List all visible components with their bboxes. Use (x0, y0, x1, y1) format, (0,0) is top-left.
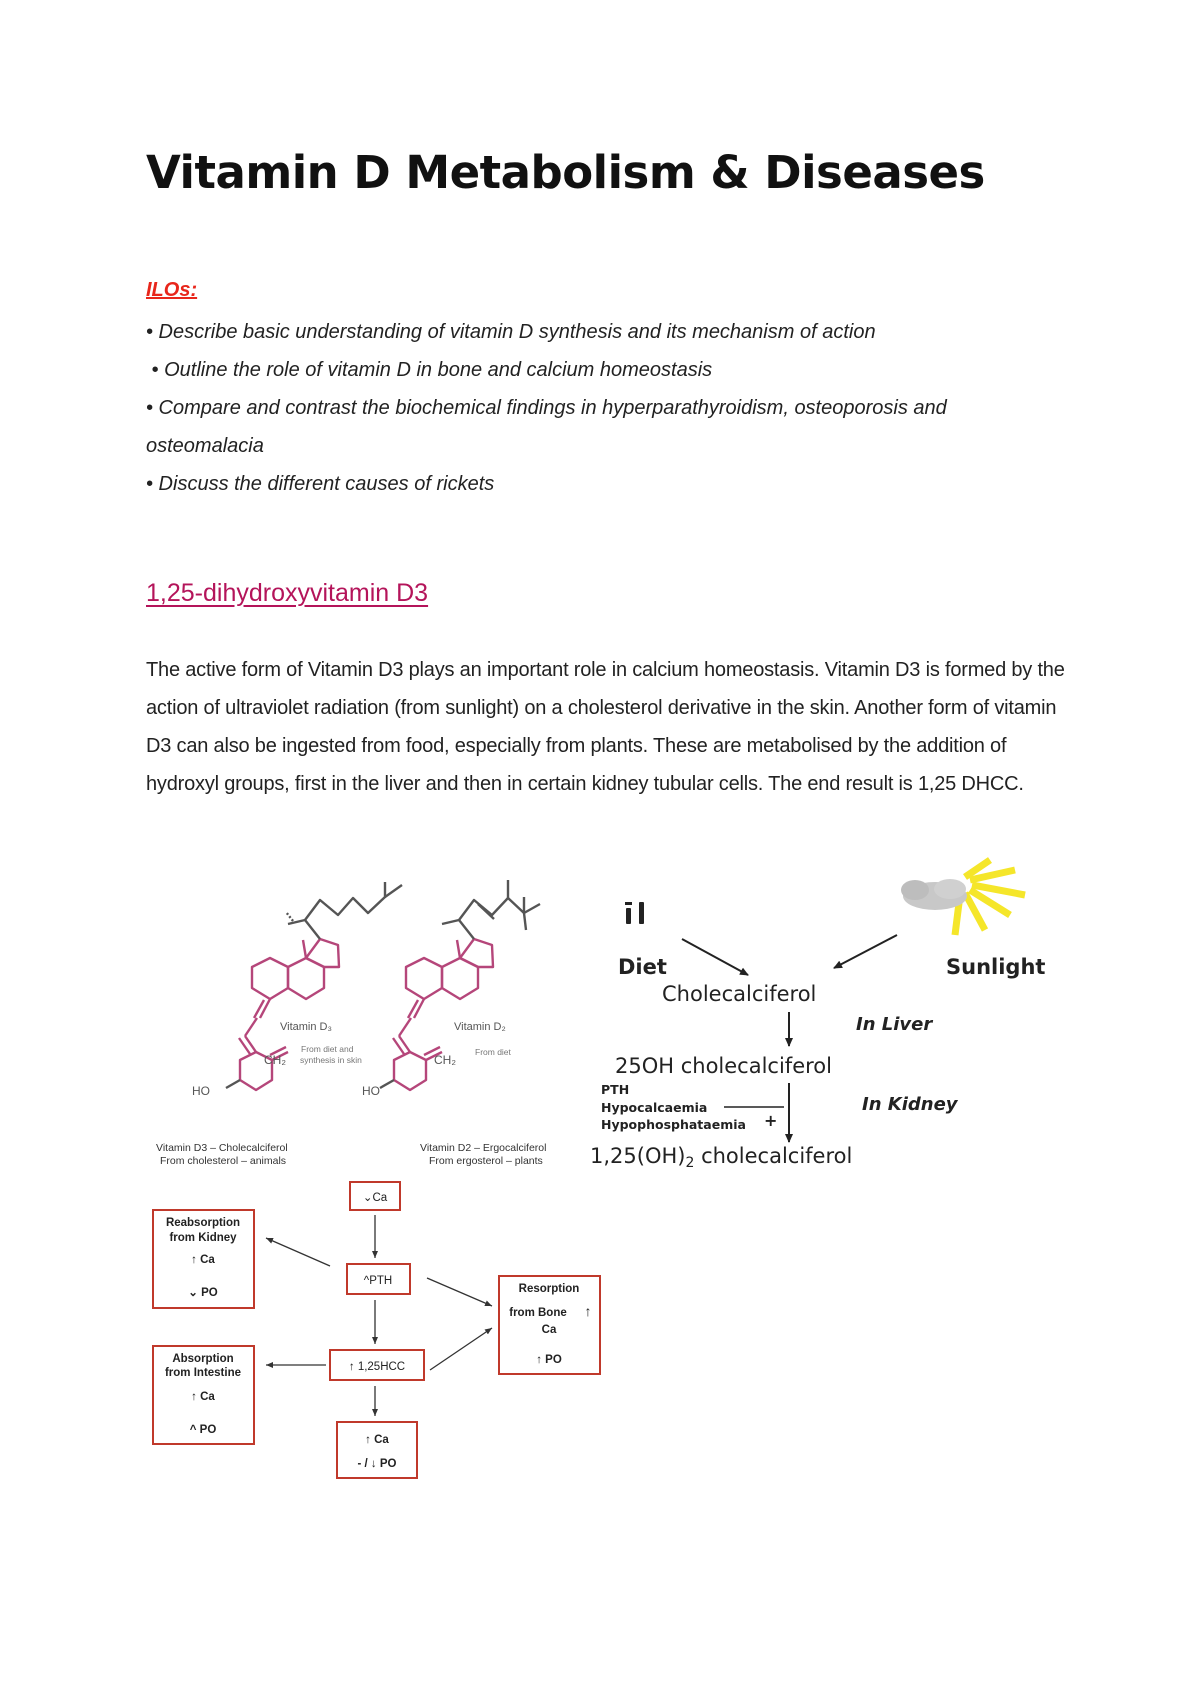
bone-box-ca: Ca (541, 1324, 557, 1336)
flow-1-25hcc: ↑ 1,25HCC (348, 1361, 406, 1373)
bone-box-arrow: ↑ (584, 1303, 592, 1319)
d2-name: Vitamin D₂ (454, 1021, 506, 1033)
d2-ho-label: HO (362, 1084, 380, 1098)
kidney-box-line2: from Kidney (169, 1232, 237, 1244)
sun-cloud-icon (901, 860, 1025, 935)
list-item: • Describe basic understanding of vitamin D synthesis and its mechanism of action (146, 321, 876, 343)
flow-low-ca: ⌄Ca (362, 1192, 388, 1204)
d2-caption-line2: From ergosterol – plants (429, 1155, 543, 1167)
d2-caption-line1: Vitamin D2 – Ergocalciferol (420, 1142, 547, 1154)
pathway-sunlight-label: Sunlight (946, 955, 1046, 979)
bone-box-line2: from Bone (509, 1307, 567, 1319)
d3-ho-label: HO (192, 1084, 210, 1098)
pathway-final-product: 1,25(OH)2 cholecalciferol (590, 1144, 853, 1171)
pathway-25oh: 25OH cholecalciferol (615, 1054, 832, 1078)
d3-name: Vitamin D₃ (280, 1021, 332, 1033)
intestine-box-ca: ↑ Ca (191, 1391, 215, 1403)
pathway-diet-label: Diet (618, 955, 667, 979)
flow-pth: ^PTH (363, 1275, 393, 1287)
d3-source-line2: synthesis in skin (300, 1055, 362, 1065)
kidney-box-po: ⌄ PO (188, 1287, 218, 1299)
list-item: • Compare and contrast the biochemical findings in hyperparathyroidism, osteoporosis and osteomalacia (146, 397, 947, 457)
diet-icon (625, 902, 644, 924)
kidney-box-line1: Reabsorption (165, 1217, 241, 1229)
pathway-hypocalcaemia: Hypocalcaemia (601, 1100, 708, 1115)
page-title: Vitamin D Metabolism & Diseases (146, 146, 985, 199)
flow-result-po: - / ↓ PO (357, 1458, 397, 1470)
flow-result-ca: ↑ Ca (365, 1434, 389, 1446)
pathway-hypophosphataemia: Hypophosphataemia (601, 1117, 746, 1132)
d3-caption-line2: From cholesterol – animals (160, 1155, 287, 1167)
list-item: • Outline the role of vitamin D in bone and calcium homeostasis (146, 359, 713, 381)
kidney-box-ca: ↑ Ca (191, 1254, 215, 1266)
d2-source-line1: From diet (475, 1047, 511, 1057)
intestine-box-line2: from Intestine (164, 1367, 242, 1379)
d3-source-line1: From diet and (301, 1044, 354, 1054)
intestine-box-po: ^ PO (189, 1424, 217, 1436)
bone-box-line1: Resorption (518, 1283, 580, 1295)
section-heading: 1,25-dihydroxyvitamin D3 (146, 579, 429, 607)
pathway-plus: + (764, 1111, 778, 1130)
calcium-flow-arrows (266, 1215, 492, 1416)
d3-caption-line1: Vitamin D3 – Cholecalciferol (156, 1142, 288, 1154)
pathway-cholecalciferol: Cholecalciferol (662, 982, 817, 1006)
list-item: • Discuss the different causes of rickets (146, 473, 495, 495)
pathway-in-kidney: In Kidney (862, 1094, 958, 1115)
section-paragraph: The active form of Vitamin D3 plays an important role in calcium homeostasis. Vitamin D3 is formed by the action of ultraviolet radiation (from sunlight) on a cholesterol derivative in the skin. Another form of vitamin D3 can also be ingested from food, especially from plants. These are metabolised by the addition of hydroxyl groups, first in the liver and then in certain kidney tubular cells. The end result is 1,25 DHCC. (146, 659, 1065, 795)
pathway-pth: PTH (601, 1082, 630, 1097)
ilos-heading: ILOs: (146, 279, 198, 301)
d3-ch2-label: CH₂ (264, 1053, 286, 1067)
bone-box-po: ↑ PO (536, 1354, 562, 1366)
d2-ch2-label: CH₂ (434, 1053, 456, 1067)
intestine-box-line1: Absorption (172, 1353, 234, 1365)
pathway-in-liver: In Liver (856, 1014, 933, 1035)
